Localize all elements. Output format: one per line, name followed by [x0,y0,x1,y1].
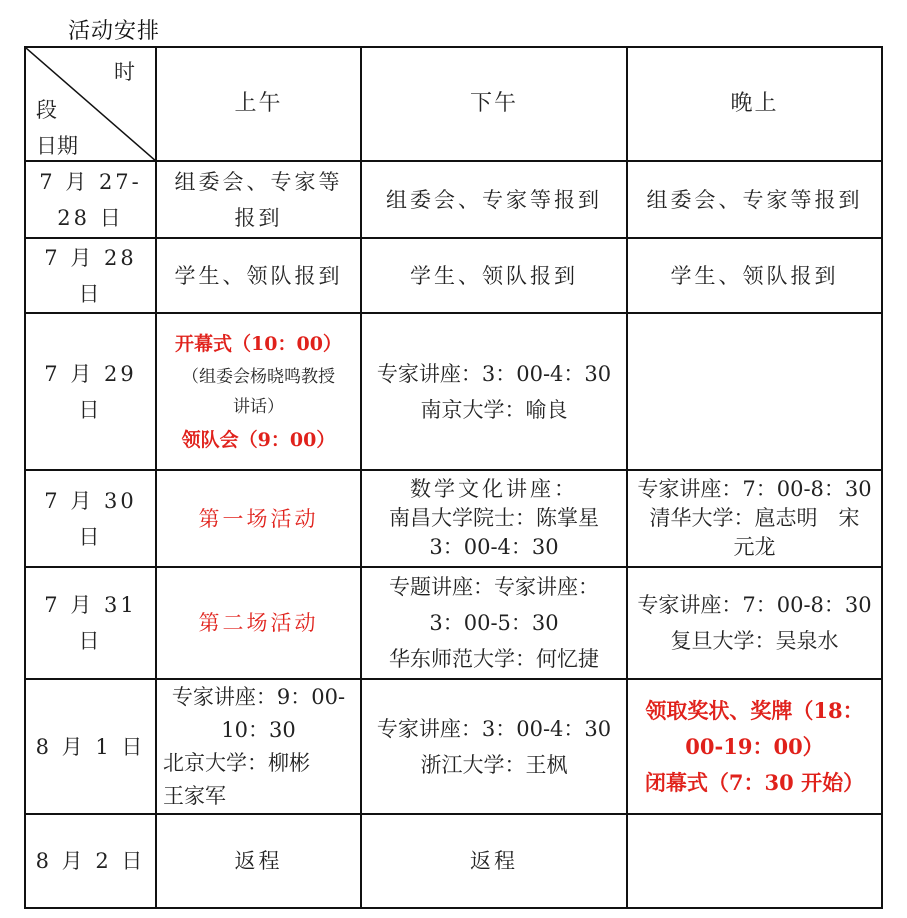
corner-time-label: 时 [114,60,135,84]
evening-cell [627,814,882,908]
date-line: 日 [78,524,103,549]
activity-2-text: 第二场活动 [198,611,319,635]
opening-speech-text: 讲话） [233,396,284,417]
evening-line: 专家讲座：7：00-8：30 [637,477,872,501]
afternoon-line: 组委会、专家等报到 [386,187,602,212]
afternoon-line: 南昌大学院士：陈掌星 [389,506,599,530]
date-line: 7 月 27- [39,169,142,194]
morning-cell [156,313,361,470]
morning-cell [156,161,361,238]
header-morning: 上午 [156,47,361,161]
morning-cell [156,470,361,567]
evening-line: 复旦大学：吴泉水 [670,629,839,653]
afternoon-line: 数学文化讲座： [410,477,578,501]
date-cell [25,814,156,908]
afternoon-line: 华东师范大学：何忆捷 [389,647,599,671]
morning-cell [156,679,361,814]
afternoon-line: 返程 [470,849,518,873]
morning-line: 学生、领队报到 [174,263,343,288]
header-row [25,47,882,161]
afternoon-line: 浙江大学：王枫 [420,752,568,777]
evening-line: 元龙 [733,535,776,559]
table-row [25,567,882,679]
morning-line: 10：30 [221,717,296,742]
table-row [25,814,882,908]
morning-cell [156,238,361,313]
award-collection-text: 领取奖状、奖牌（18： [645,697,864,723]
table-row [25,470,882,567]
header-evening: 晚上 [627,47,882,161]
date-line: 7 月 29 [44,361,137,386]
date-cell [25,161,156,238]
page-title: 活动安排 [68,19,161,44]
morning-line: 组委会、专家等 [174,169,343,194]
table-row [25,238,882,313]
afternoon-cell [361,679,627,814]
opening-speech-text: （组委会杨晓鸣教授 [182,366,335,387]
evening-cell [627,470,882,567]
afternoon-cell [361,238,627,313]
schedule-table [24,46,883,909]
date-line: 7 月 28 [44,245,137,270]
corner-header-cell [25,47,156,161]
afternoon-cell [361,814,627,908]
afternoon-cell [361,313,627,470]
morning-line: 报到 [234,205,283,230]
date-cell [25,470,156,567]
afternoon-cell [361,470,627,567]
table-row [25,679,882,814]
afternoon-line: 学生、领队报到 [410,263,578,288]
morning-cell [156,567,361,679]
date-line: 日 [78,281,103,306]
afternoon-cell [361,161,627,238]
closing-ceremony-text: 闭幕式（7：30 开始） [644,769,865,795]
date-line: 28 日 [57,205,124,230]
award-collection-text: 00-19：00） [685,733,824,759]
afternoon-line: 专题讲座：专家讲座： [389,575,599,599]
date-cell [25,679,156,814]
corner-date-label: 日期 [36,134,78,158]
evening-cell [627,161,882,238]
header-afternoon: 下午 [361,47,627,161]
table-row [25,313,882,470]
date-line: 8 月 2 日 [35,849,146,873]
date-line: 日 [78,397,103,422]
date-line: 7 月 30 [44,488,137,513]
afternoon-cell [361,567,627,679]
afternoon-line: 专家讲座：3：00-4：30 [376,716,612,741]
afternoon-line: 3：00-5：30 [429,611,559,635]
date-cell [25,313,156,470]
evening-line: 学生、领队报到 [670,263,839,288]
leaders-meeting-text: 领队会（9：00） [181,428,336,451]
date-line: 7 月 31 [44,593,137,617]
date-line: 日 [78,629,103,653]
date-line: 8 月 1 日 [35,734,146,759]
table-row [25,161,882,238]
evening-cell [627,679,882,814]
evening-line: 专家讲座：7：00-8：30 [637,593,872,617]
morning-cell [156,814,361,908]
corner-segment-label: 段 [36,98,57,122]
afternoon-line: 专家讲座：3：00-4：30 [376,361,612,386]
date-cell [25,567,156,679]
morning-line: 北京大学：柳彬 [163,750,310,775]
opening-ceremony-text: 开幕式（10：00） [175,332,342,355]
morning-line: 专家讲座：9：00- [171,684,346,709]
morning-line: 王家军 [163,783,226,808]
evening-cell [627,567,882,679]
date-cell [25,238,156,313]
afternoon-line: 3：00-4：30 [429,535,559,559]
afternoon-line: 南京大学：喻良 [420,397,568,422]
evening-cell [627,313,882,470]
evening-cell [627,238,882,313]
activity-1-text: 第一场活动 [198,506,319,531]
evening-line: 组委会、专家等报到 [646,187,863,212]
morning-line: 返程 [234,849,283,873]
evening-line: 清华大学：扈志明 宋 [649,506,860,530]
